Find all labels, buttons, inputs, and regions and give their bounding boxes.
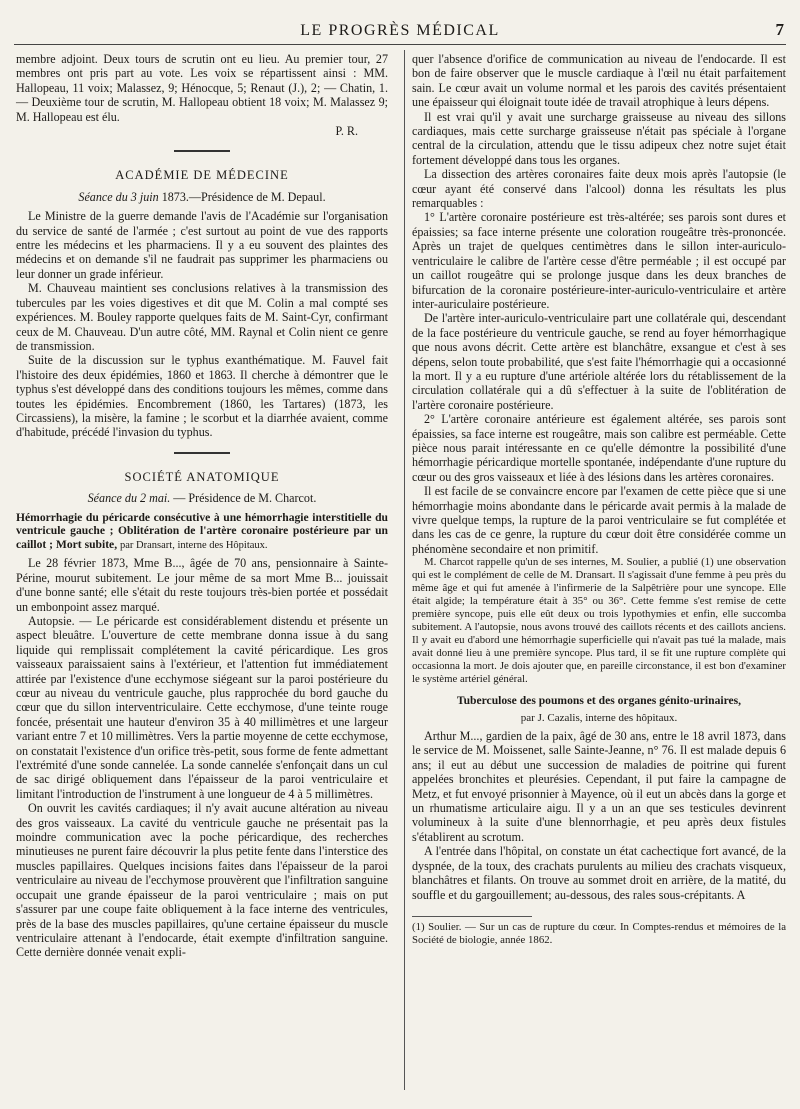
case-heading — [16, 511, 388, 553]
academie-seance-date: Séance du 3 juin — [78, 189, 159, 204]
academie-title: ACADÉMIE DE MÉDECINE — [115, 168, 289, 183]
section-divider — [174, 452, 230, 454]
societe-title: SOCIÉTÉ ANATOMIQUE — [124, 469, 280, 484]
right-column — [412, 52, 786, 947]
tuberculose-author: par J. Cazalis, interne des hôpitaux. — [520, 711, 678, 724]
right-paragraph-3: La dissection des artères coronaires faite deux mois après l'autopsie (le cœur ayant été conservé dans l'alcool) donna les résultats les plus remarquables : — [412, 167, 786, 211]
right-paragraph-6: 2° L'artère coronaire antérieure est également altérée, ses parois sont épaissies, sa face interne est rougeâtre, mais son calibre est perméable. Cette pièce nous parait intéressante en ce qu'elle démontre la possibilité d'une hémorrhagie péricardique mortelle spontanée, indépendante d'une rupture du cœur ou des gros vaisseaux et liée à des lésions dans les artères coronaires. — [412, 412, 786, 484]
academie-paragraph-2: M. Chauveau maintient ses conclusions relatives à la transmission des tubercules par les voies digestives et dit que M. Colin a mal compté ses expériences. M. Bouley rapporte quelques faits de M. Saint-Cyr, confirmant ceux de M. Chauveau. D'un autre côté, MM. Raynal et Colin nient ce genre de transmission. — [16, 281, 388, 353]
intro-signature: P. R. — [335, 124, 358, 139]
societe-seance — [16, 491, 388, 505]
journal-title: LE PROGRÈS MÉDICAL — [300, 22, 500, 39]
societe-seance-date: Séance du 2 mai. — [87, 491, 171, 506]
case-paragraph-1: Le 28 février 1873, Mme B..., âgée de 70 ans, pensionnaire à Sainte-Périne, mourut subitement. Le jour même de sa mort Mme B... jouissait d'une bonne santé; elle s'était du reste toujours très-bien portée et possédait un embonpoint assez marqué. — [16, 556, 388, 614]
charcot-remark-text: M. Charcot rappelle qu'un de ses internes, M. Soulier, a publié (1) une observation qui est le complément de celle de M. Dransart. Il s'agissait d'une femme à peu près du même âge et qui fut amenée à l'infirmerie de la Salpêtrière pour une syncope. Elle était algide; la température était à 35° ou 36°. Cette femme s'est remise de cette première syncope, puis elle eût deux ou trois lypothymies et enfin, elle succomba subitement. A l'autopsie, nous avons trouvé des caillots récents et des caillots anciens. Il y avait eu d'abord une hémorrhagie superficielle qui n'avait pas tué la malade, mais avait donné lieu à une première syncope. Plus tard, il se fit une rupture complète qui occasionna la mort. Je dois ajouter que, en pareille circonstance, il est bon d'examiner le système artériel général. — [412, 556, 786, 686]
academie-seance — [16, 190, 388, 204]
footnote-rule — [412, 916, 532, 917]
academie-paragraph-3: Suite de la discussion sur le typhus exanthématique. M. Fauvel fait l'histoire des deux épidémies, 1860 et 1863. Il cherche à démontrer que le typhus s'est développé dans des conditions toujours les mêmes, comme dans toutes les épidémies. Encombrement (1860, les Tartares) (1873, les Circassiens), la misère, la famine ; le scorbut et la diarrhée avaient, comme d'habitude, précédé l'invasion du typhus. — [16, 353, 388, 440]
right-paragraph-2: Il est vrai qu'il y avait une surcharge graisseuse au niveau des sillons cardiaques, mais cette surcharge graisseuse n'était pas spéciale à l'organe central de la circulation, attendu que le tissu adipeux chez notre sujet était fortement développé dans tous les organes. — [412, 109, 786, 167]
tuberculose-heading: Tuberculose des poumons et des organes génito-urinaires, — [456, 694, 742, 708]
case-author: par Dransart, interne des Hôpitaux. — [120, 539, 268, 551]
case-paragraph-2: Autopsie. — Le péricarde est considérablement distendu et présente un aspect bleuâtre. L'ouverture de cette membrane donna issue à du sang liquide qui remplissait complétement la cavité péricardique. Les gros vaisseaux paraissaient sains à l'extérieur, et l'attention fut immédiatement attirée par l'existence d'une ecchymose siégeant sur la paroi postérieure du cœur au niveau du ventricule gauche, plus rapprochée du bord gauche du cœur que du sillon interventriculaire. Cette ecchymose, d'une teinte rouge foncée, présentait une hauteur d'environ 35 à 40 millimètres et une largeur variant entre 7 et 10 millimètres. Vers la partie moyenne de cette ecchymose, on constatait l'existence d'un orifice très-petit, sous forme de fente admettant l'extrémité d'une sonde cannelée. La sonde cannelée s'enfonçait dans un cul de sac dirigé obliquement dans l'épaisseur de la paroi ventriculaire et limitant l'introduction de l'instrument à une longueur de 4 à 5 millimètres. — [16, 613, 388, 801]
section-divider — [174, 150, 230, 152]
charcot-remark — [412, 556, 786, 686]
intro-paragraph: membre adjoint. Deux tours de scrutin ont eu lieu. Au premier tour, 27 membres ont pris part au vote. Les voix se répartissent ainsi : MM. Hallopeau, 11 voix; Malassez, 9; Hénocque, 5; Renaut (J.), 2; — Chatin, 1. — Deuxième tour de scrutin, M. Hallopeau obtient 18 voix; M. Malassez 9; M. Hallopeau est élu. — [16, 52, 388, 124]
right-paragraph-4: 1° L'artère coronaire postérieure est très-altérée; ses parois sont dures et épaissies; sa face interne présente une coloration rougeâtre très-prononcée. Après un trajet de quelques centimètres dans le sillon inter-auriculo-ventriculaire le calibre de l'artère cesse d'être perméable ; il est occupé par un caillot rougeâtre qui se prolonge jusque dans les deux branches de bifurcation de la coronaire postérieure-inter-auriculo-ventriculaire et artère inter-auriculaire postérieure. — [412, 210, 786, 311]
tuberculose-paragraph-2: A l'entrée dans l'hôpital, on constate un état cachectique fort avancé, de la dyspnée, de la toux, des crachats purulents au milieu des crachats visqueux, blanchâtres et filants. On trouve au sommet droit en arrière, de la matité, du souffle et du gargouillement; au-dessous, des rales sous-crépitants. A — [412, 844, 786, 902]
academie-presidence: 1873.—Présidence de M. Depaul. — [161, 189, 326, 204]
column-divider — [404, 50, 405, 1090]
right-paragraph-1: quer l'absence d'orifice de communication au niveau de l'endocarde. Il est bon de faire observer que le muscle cardiaque à l'œil nu était parfaitement sain. Le cœur avait un volume normal et les parois des cavités présentaient une épaisseur qui éloignait toute idée de travail atrophique à leurs dépens. — [412, 52, 786, 110]
left-column — [16, 52, 388, 960]
footnote: (1) Soulier. — Sur un cas de rupture du cœur. In Comptes-rendus et mémoires de la Société de biologie, année 1862. — [412, 920, 786, 946]
tuberculose-paragraph-1: Arthur M..., gardien de la paix, âgé de 30 ans, entre le 18 avril 1873, dans le service de M. Moissenet, salle Sainte-Jeanne, n° 76. Il est malade depuis 6 ans; il eut au début une succession de maladies de poitrine qui furent appelées bronchites et pleurésies. Cependant, il put faire la campagne de Metz, et fut envoyé prisonnier à Mayence, où il eut un abcès dans la gorge et un rhumatisme articulaire aigu. Il y a un an que ses testicules devinrent volumineux à la suite d'une blennorrhagie, et peu après deux fistules s'établirent au scrotum. — [412, 729, 786, 844]
right-paragraph-5: De l'artère inter-auriculo-ventriculaire part une collatérale qui, descendant de la face postérieure du ventricule gauche, se rend au foyer hémorrhagique que nous avons décrit. Cette artère est blanchâtre, exsangue et c'est à ses dépens, selon toute probabilité, que s'est faite l'hémorrhagie qui a occasionné la mort. Il y a eu rupture d'une artériole altérée lors du rétablissement de la circulation collatérale qui a dû s'effectuer à la suite de l'oblitération de l'artère coronaire postérieure. — [412, 311, 786, 412]
right-paragraph-7: Il est facile de se convaincre encore par l'examen de cette pièce que si une hémorrhagie moins abondante dans le péricarde avait permis à la malade de vivre quelque temps, la rupture de la paroi ventriculaire se fut complétée et dans les cas de ce genre, la rupture du cœur doit être considérée comme un phénomène secondaire et non primitif. — [412, 484, 786, 556]
societe-presidence: — Présidence de M. Charcot. — [173, 491, 317, 506]
page-header — [14, 18, 786, 45]
case-paragraph-3: On ouvrit les cavités cardiaques; il n'y avait aucune altération au niveau des gros vaisseaux. La cavité du ventricule gauche ne présentait pas la moindre communication avec la poche péricardique, des recherches minutieuses ne purent faire découvrir la plus petite fente dans l'interstice des muscles papillaires. Quelques incisions faites dans l'épaisseur de la paroi ventriculaire au niveau de l'ecchymose prouvèrent que l'infiltration sanguine occupait une grande épaisseur de la paroi ventriculaire ; mais on put s'assurer par une coupe faite obliquement à la face interne des ventricules, près de la base des muscles papillaires, qu'une certaine épaisseur du muscle ventriculaire attenant à l'endocarde, était exempte d'infiltration sanguine. Cette dernière donnée venait expli- — [16, 801, 388, 960]
case-title: Hémorrhagie du péricarde consécutive à une hémorrhagie interstitielle du ventricule gauche ; Oblitération de l'artère coronaire postérieure par un caillot ; Mort subite, — [16, 510, 388, 551]
page-number: 7 — [775, 20, 784, 39]
academie-paragraph-1: Le Ministre de la guerre demande l'avis de l'Académie sur l'organisation du service de santé de l'armée ; c'est surtout au point de vue des rapports entre les médecins et les pharmaciens. Il y a eu souvent des plaintes des médecins et on demande s'il ne faudrait pas supprimer les pharmaciens ou leur donner un grade inférieur. — [16, 209, 388, 281]
